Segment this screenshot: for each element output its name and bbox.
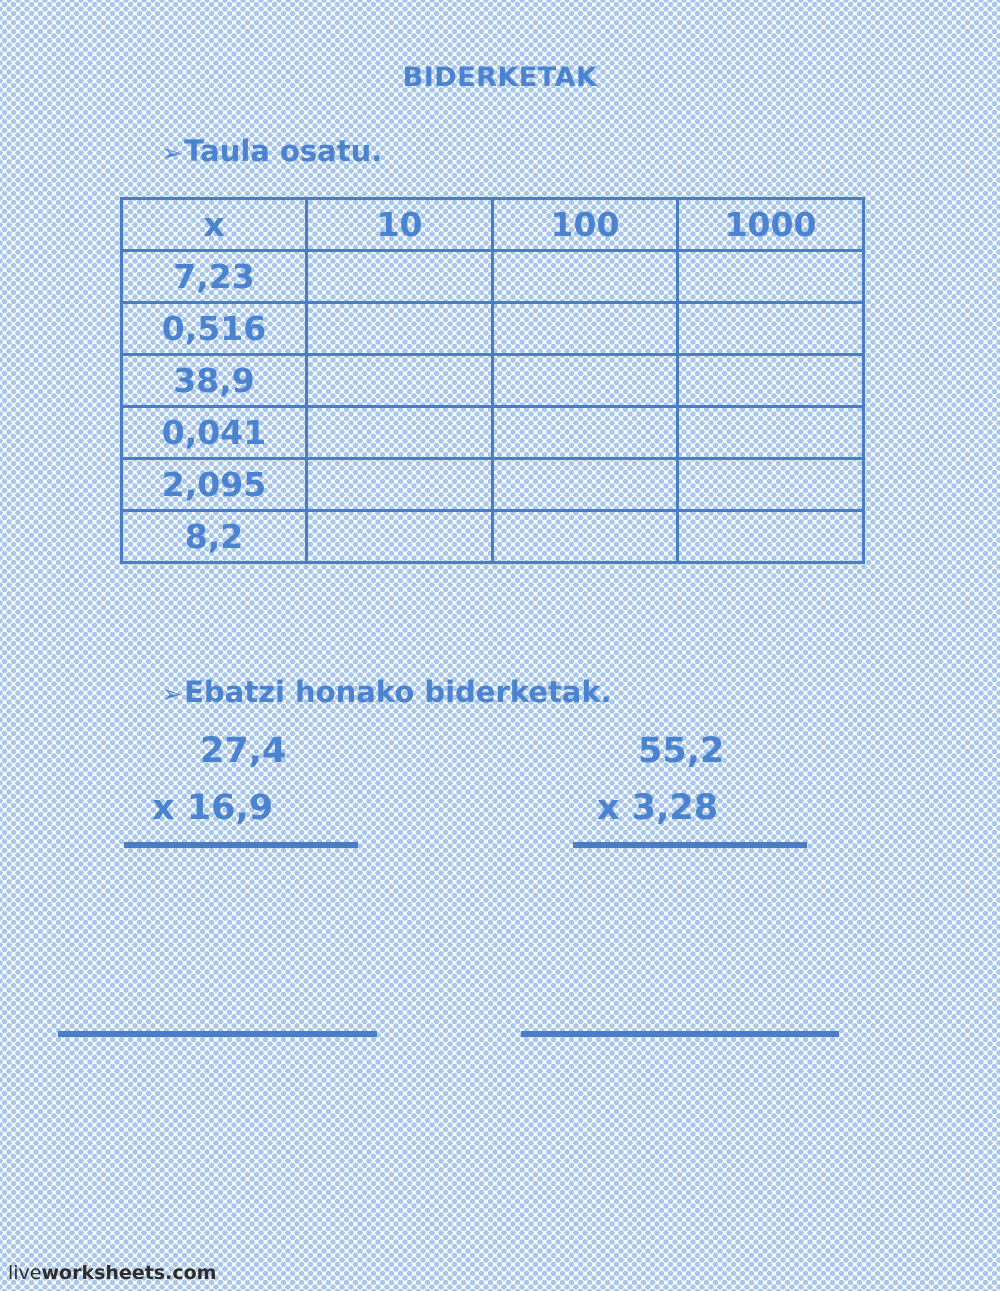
section-heading-text: Ebatzi honako biderketak. bbox=[184, 675, 612, 709]
answer-cell[interactable] bbox=[678, 511, 864, 563]
problem-1-multiplier: x 16,9 bbox=[152, 788, 274, 828]
row-value-cell: 0,041 bbox=[122, 407, 307, 459]
answer-cell[interactable] bbox=[307, 459, 493, 511]
answer-cell[interactable] bbox=[493, 355, 678, 407]
answer-cell[interactable] bbox=[493, 407, 678, 459]
row-value-cell: 2,095 bbox=[122, 459, 307, 511]
arrow-bullet-icon: ➢ bbox=[162, 139, 183, 167]
answer-cell[interactable] bbox=[307, 355, 493, 407]
answer-cell[interactable] bbox=[493, 511, 678, 563]
answer-cell[interactable] bbox=[307, 303, 493, 355]
row-value-cell: 8,2 bbox=[122, 511, 307, 563]
problem-2-result-line bbox=[521, 1031, 839, 1037]
table-header-row bbox=[122, 199, 864, 251]
problem-2-multiplier: x 3,28 bbox=[597, 788, 719, 828]
problem-1-operation-line bbox=[124, 842, 358, 848]
problem-2-top-number: 55,2 bbox=[638, 731, 725, 771]
answer-cell[interactable] bbox=[493, 459, 678, 511]
problem-2-operation-line bbox=[573, 842, 807, 848]
table-row bbox=[122, 407, 864, 459]
row-value-cell: 0,516 bbox=[122, 303, 307, 355]
answer-cell[interactable] bbox=[678, 459, 864, 511]
section-heading-multiplications bbox=[162, 675, 612, 709]
answer-cell[interactable] bbox=[678, 303, 864, 355]
answer-cell[interactable] bbox=[307, 407, 493, 459]
answer-cell[interactable] bbox=[307, 511, 493, 563]
answer-cell[interactable] bbox=[493, 251, 678, 303]
table-row bbox=[122, 303, 864, 355]
page-title: BIDERKETAK bbox=[402, 62, 598, 93]
multiplication-table bbox=[120, 197, 865, 564]
table-row bbox=[122, 251, 864, 303]
liveworksheets-logo bbox=[8, 1262, 216, 1284]
table-header-cell: x bbox=[122, 199, 307, 251]
table-header-cell: 1000 bbox=[678, 199, 864, 251]
answer-cell[interactable] bbox=[678, 251, 864, 303]
table-header-cell: 100 bbox=[493, 199, 678, 251]
problem-1-result-line bbox=[58, 1031, 377, 1037]
row-value-cell: 7,23 bbox=[122, 251, 307, 303]
logo-text-bold: worksheets bbox=[41, 1262, 166, 1284]
answer-cell[interactable] bbox=[678, 407, 864, 459]
logo-text-light: live bbox=[8, 1262, 42, 1284]
section-heading-text: Taula osatu. bbox=[184, 134, 383, 168]
row-value-cell: 38,9 bbox=[122, 355, 307, 407]
table-row bbox=[122, 459, 864, 511]
arrow-bullet-icon: ➢ bbox=[162, 680, 183, 708]
section-heading-table bbox=[162, 134, 382, 168]
problem-1-top-number: 27,4 bbox=[200, 731, 287, 771]
table-row bbox=[122, 511, 864, 563]
logo-text-domain: .com bbox=[165, 1262, 217, 1284]
table-header-cell: 10 bbox=[307, 199, 493, 251]
answer-cell[interactable] bbox=[678, 355, 864, 407]
table-row bbox=[122, 355, 864, 407]
answer-cell[interactable] bbox=[307, 251, 493, 303]
answer-cell[interactable] bbox=[493, 303, 678, 355]
